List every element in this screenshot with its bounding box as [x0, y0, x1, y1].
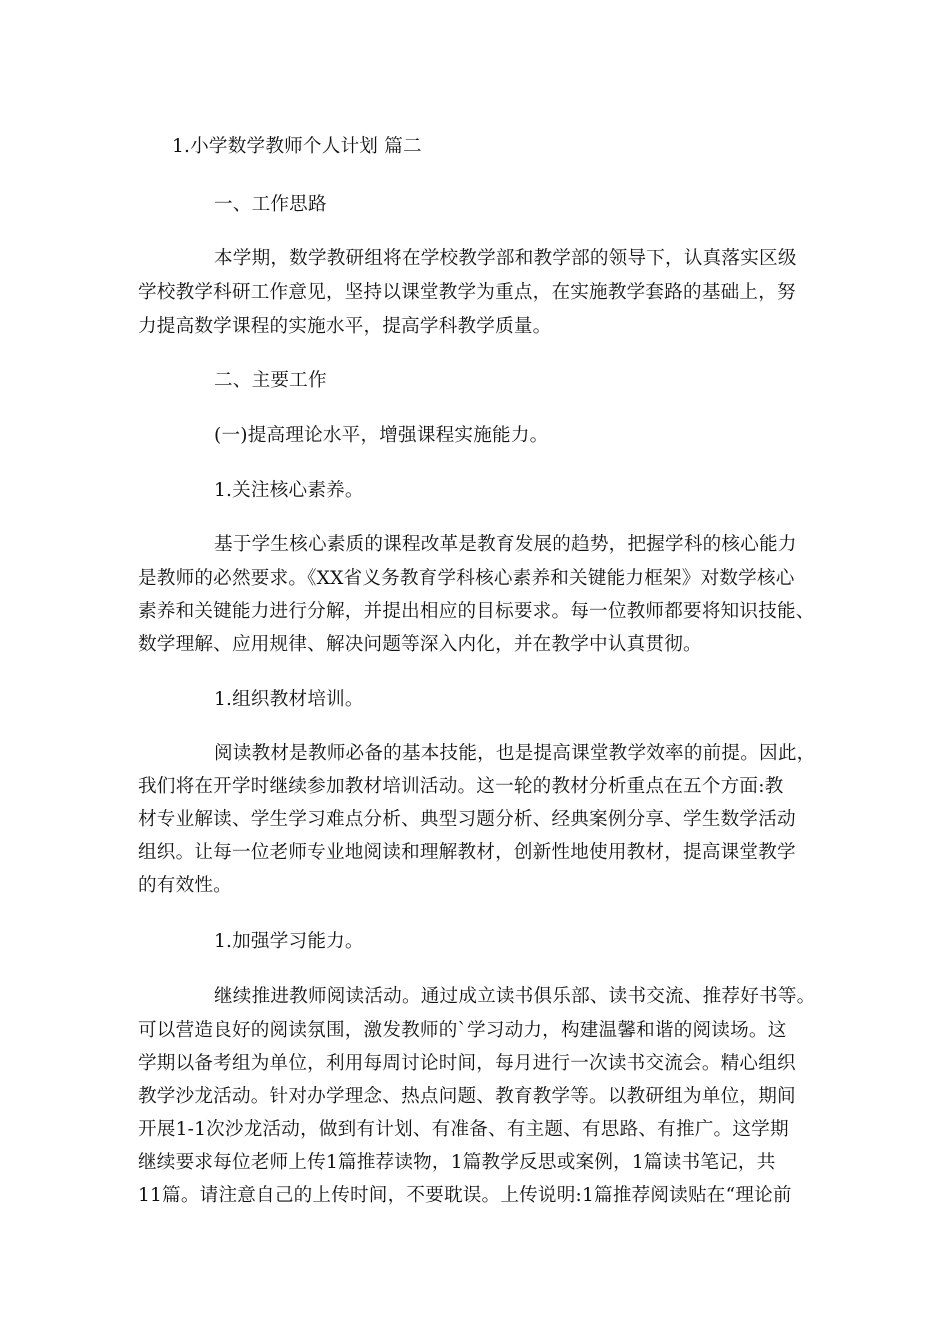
paragraph-line: 材专业解读、学生学习难点分析、典型习题分析、经典案例分享、学生数学活动 [138, 809, 796, 830]
paragraph-line: 11篇。请注意自己的上传时间，不要耽误。上传说明:1篇推荐阅读贴在“理论前 [138, 1185, 792, 1206]
paragraph-line: 本学期，数学教研组将在学校教学部和教学部的领导下，认真落实区级 [214, 248, 797, 269]
section-heading-work-ideas: 一、工作思路 [214, 194, 327, 215]
paragraph-line: 继续要求每位老师上传1篇推荐读物，1篇教学反思或案例，1篇读书笔记，共 [138, 1152, 776, 1173]
paragraph-line: 继续推进教师阅读活动。通过成立读书俱乐部、读书交流、推荐好书等。 [214, 986, 816, 1007]
item-heading: 1.组织教材培训。 [214, 689, 364, 710]
paragraph-line: 是教师的必然要求。《XX省义务教育学科核心素养和关键能力框架》对数学核心 [138, 568, 795, 589]
paragraph-line: 数学理解、应用规律、解决问题等深入内化，并在教学中认真贯彻。 [138, 634, 702, 655]
paragraph-line: 学校教学科研工作意见，坚持以课堂教学为重点，在实施教学套路的基础上，努 [138, 282, 796, 303]
paragraph-line: 力提高数学课程的实施水平，提高学科教学质量。 [138, 316, 552, 337]
paragraph-line: 基于学生核心素质的课程改革是教育发展的趋势，把握学科的核心能力 [214, 534, 797, 555]
paragraph-line: 的有效性。 [138, 875, 232, 896]
item-heading: 1.关注核心素养。 [214, 480, 364, 501]
paragraph-line: 素养和关键能力进行分解，并提出相应的目标要求。每一位教师都要将知识技能、 [138, 601, 815, 622]
paragraph-line: 阅读教材是教师必备的基本技能，也是提高课堂教学效率的前提。因此， [214, 743, 816, 764]
paragraph-line: 我们将在开学时继续参加教材培训活动。这一轮的教材分析重点在五个方面:教 [138, 776, 784, 797]
paragraph-line: 组织。让每一位老师专业地阅读和理解教材，创新性地使用教材，提高课堂教学 [138, 842, 796, 863]
paragraph-line: 可以营造良好的阅读氛围，激发教师的`学习动力，构建温馨和谐的阅读场。这 [138, 1020, 787, 1041]
section-heading-main-work: 二、主要工作 [214, 370, 327, 391]
item-heading: 1.加强学习能力。 [214, 931, 364, 952]
paragraph-line: 教学沙龙活动。针对办学理念、热点问题、教育教学等。以教研组为单位，期间 [138, 1086, 796, 1107]
paragraph-line: 学期以备考组为单位，利用每周讨论时间，每月进行一次读书交流会。精心组织 [138, 1053, 796, 1074]
document-title: 1.小学数学教师个人计划 篇二 [172, 136, 422, 157]
subsection-heading: (一)提高理论水平，增强课程实施能力。 [214, 425, 549, 446]
paragraph-line: 开展1-1次沙龙活动，做到有计划、有准备、有主题、有思路、有推广。这学期 [138, 1119, 789, 1140]
